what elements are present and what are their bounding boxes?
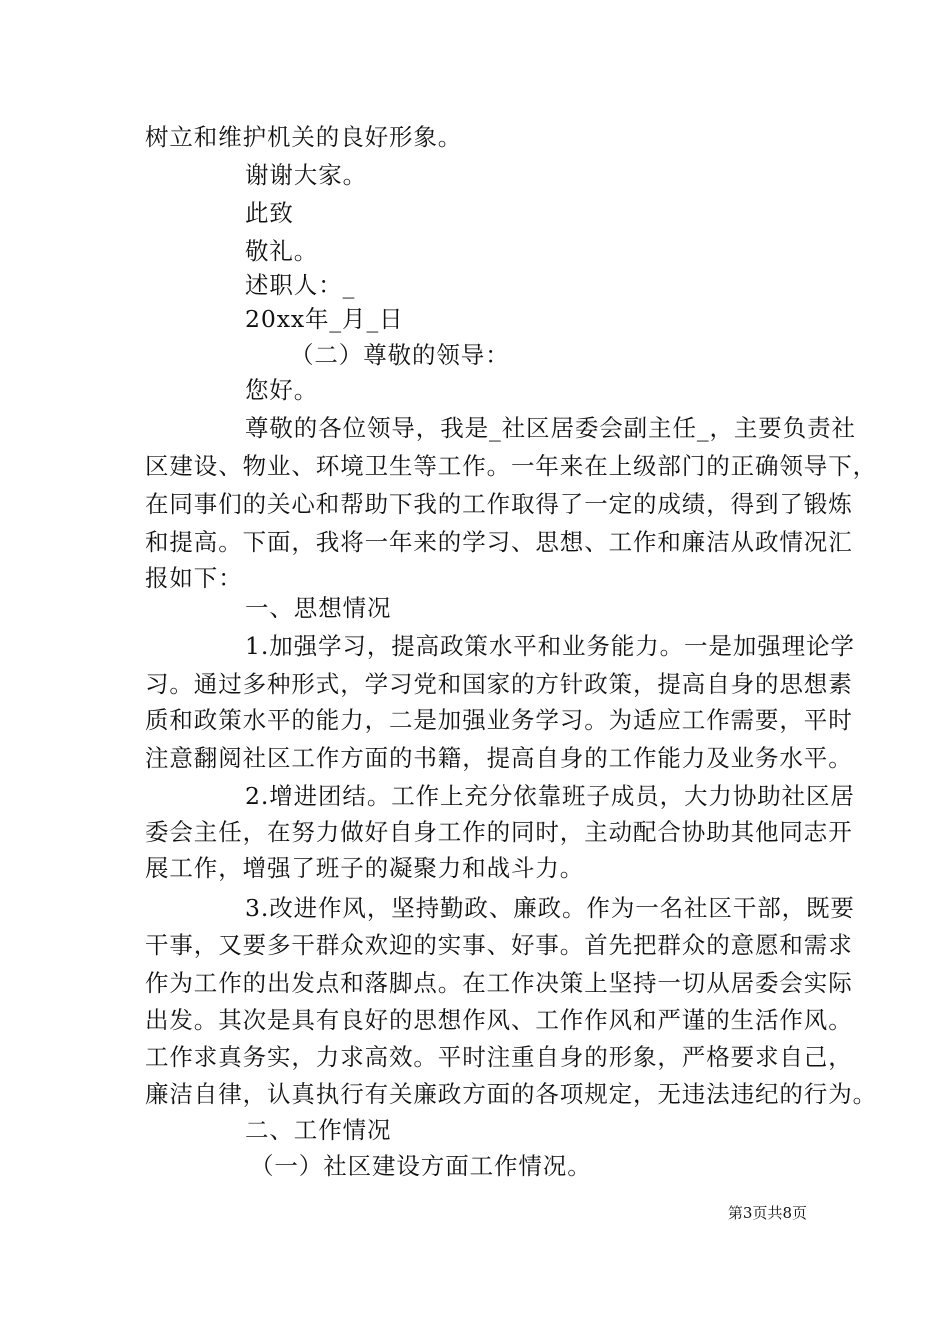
text-line: 2.增进团结。工作上充分依靠班子成员，大力协助社区居 bbox=[245, 782, 855, 810]
text-line: 谢谢大家。 bbox=[245, 161, 367, 189]
text-line: 述职人：_ bbox=[245, 271, 356, 299]
text-line: 您好。 bbox=[245, 376, 319, 404]
text-line: 出发。其次是具有良好的思想作风、工作作风和严谨的生活作风。 bbox=[145, 1006, 853, 1034]
text-line: 报如下： bbox=[145, 564, 243, 592]
text-line: （二）尊敬的领导： bbox=[290, 341, 510, 369]
text-line: 树立和维护机关的良好形象。 bbox=[145, 123, 463, 151]
text-line: 质和政策水平的能力，二是加强业务学习。为适应工作需要，平时 bbox=[145, 706, 853, 734]
text-line: 20xx年_月_日 bbox=[245, 305, 404, 333]
text-line: 和提高。下面，我将一年来的学习、思想、工作和廉洁从政情况汇 bbox=[145, 528, 853, 556]
text-line: 委会主任，在努力做好自身工作的同时，主动配合协助其他同志开 bbox=[145, 818, 853, 846]
text-line: 展工作，增强了班子的凝聚力和战斗力。 bbox=[145, 854, 585, 882]
text-line: 区建设、物业、环境卫生等工作。一年来在上级部门的正确领导下， bbox=[145, 452, 877, 480]
section-heading: 一、思想情况 bbox=[245, 594, 392, 622]
text-line: 在同事们的关心和帮助下我的工作取得了一定的成绩，得到了锻炼 bbox=[145, 490, 853, 518]
text-line: 3.改进作风，坚持勤政、廉政。作为一名社区干部，既要 bbox=[245, 894, 855, 922]
text-line: 1.加强学习，提高政策水平和业务能力。一是加强理论学 bbox=[245, 632, 855, 660]
text-line: 干事，又要多干群众欢迎的实事、好事。首先把群众的意愿和需求 bbox=[145, 931, 853, 959]
text-line: 注意翻阅社区工作方面的书籍，提高自身的工作能力及业务水平。 bbox=[145, 744, 853, 772]
text-line: 敬礼。 bbox=[245, 237, 319, 265]
text-line: 习。通过多种形式，学习党和国家的方针政策，提高自身的思想素 bbox=[145, 670, 853, 698]
text-line: 工作求真务实，力求高效。平时注重自身的形象，严格要求自己， bbox=[145, 1043, 853, 1071]
page-number: 第3页共8页 bbox=[727, 1204, 807, 1222]
section-heading: 二、工作情况 bbox=[245, 1116, 392, 1144]
subsection-heading: （一）社区建设方面工作情况。 bbox=[250, 1152, 592, 1180]
text-line: 作为工作的出发点和落脚点。在工作决策上坚持一切从居委会实际 bbox=[145, 969, 853, 997]
text-line: 廉洁自律，认真执行有关廉政方面的各项规定，无违法违纪的行为。 bbox=[145, 1080, 877, 1108]
text-line: 此致 bbox=[245, 199, 294, 227]
text-line: 尊敬的各位领导，我是_社区居委会副主任_，主要负责社 bbox=[245, 414, 856, 442]
